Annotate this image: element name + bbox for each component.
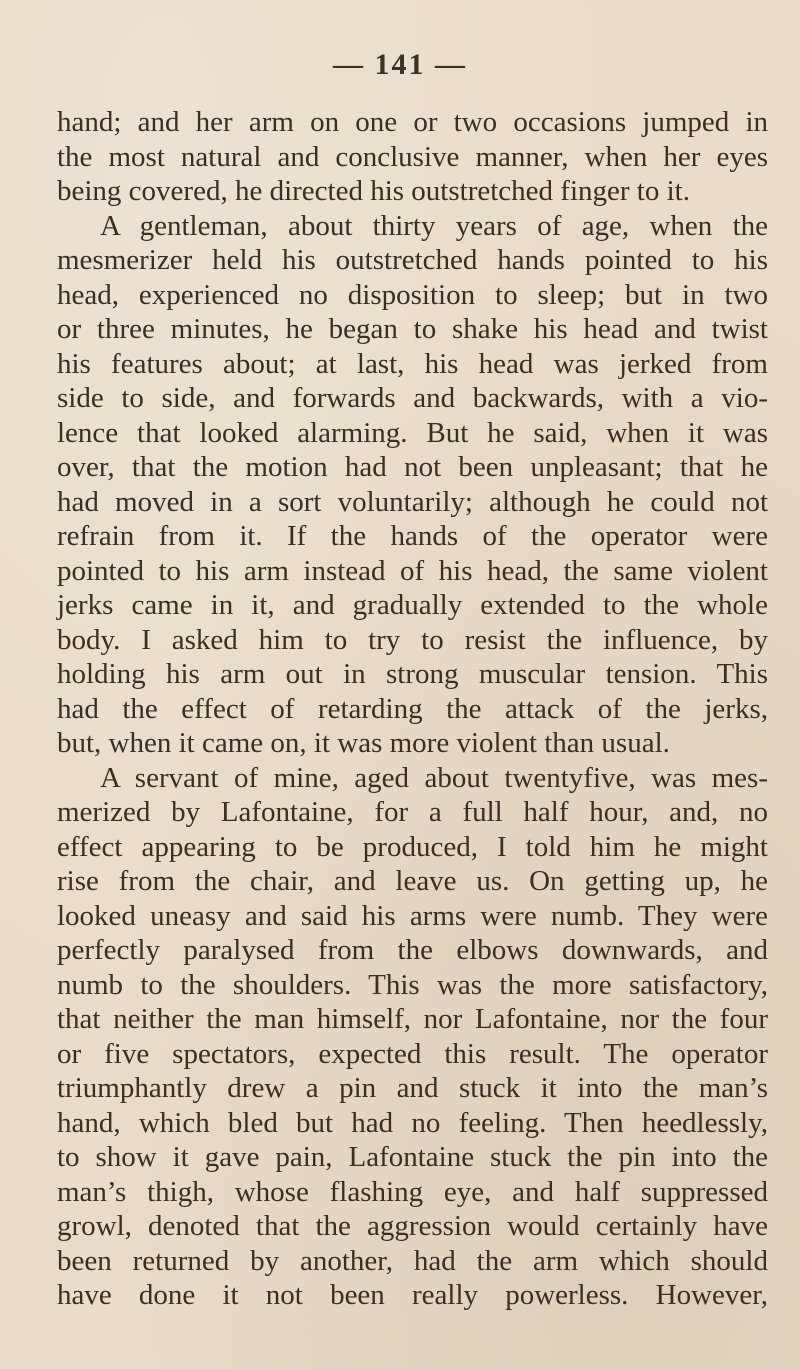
text-line: looked uneasy and said his arms were numb. They were xyxy=(57,899,768,932)
text-line: perfectly paralysed from the elbows downwards, and xyxy=(57,934,768,966)
text-line: head, experienced no disposition to sleep; but in two xyxy=(57,278,768,311)
text-line: holding his arm out in strong muscular tension. This xyxy=(57,658,768,690)
text-line: refrain from it. If the hands of the operator were xyxy=(57,520,768,552)
text-line: or five spectators, expected this result. The operator xyxy=(57,1037,768,1070)
text-line: to show it gave pain, Lafontaine stuck the pin into the xyxy=(57,1141,768,1173)
text-line: been returned by another, had the arm which should xyxy=(57,1244,768,1277)
text-line: jerks came in it, and gradually extended to the whole xyxy=(57,589,768,621)
text-line: had the effect of retarding the attack of the jerks, xyxy=(57,692,768,725)
text-line: side to side, and forwards and backwards, with a vio- xyxy=(57,382,768,414)
text-line: pointed to his arm instead of his head, the same violent xyxy=(57,554,768,587)
text-line: had moved in a sort voluntarily; although he could not xyxy=(57,485,768,518)
page-number: — 141 — xyxy=(333,48,467,81)
text-line: growl, denoted that the aggression would certainly have xyxy=(57,1210,768,1242)
text-line: rise from the chair, and leave us. On getting up, he xyxy=(57,865,768,897)
text-line: hand; and her arm on one or two occasions jumped in xyxy=(57,106,768,138)
text-line: his features about; at last, his head was jerked from xyxy=(57,347,768,380)
text-line: man’s thigh, whose flashing eye, and half suppressed xyxy=(57,1175,768,1208)
text-line: effect appearing to be produced, I told him he might xyxy=(57,830,768,863)
text-line: hand, which bled but had no feeling. Then heedlessly, xyxy=(57,1106,768,1139)
text-line: mesmerizer held his outstretched hands pointed to his xyxy=(57,244,768,276)
text-line: triumphantly drew a pin and stuck it into the man’s xyxy=(57,1072,768,1104)
text-line: that neither the man himself, nor Lafontaine, nor the four xyxy=(57,1003,768,1035)
text-line: lence that looked alarming. But he said, when it was xyxy=(57,416,768,449)
text-line: over, that the motion had not been unpleasant; that he xyxy=(57,451,768,483)
text-line: being covered, he directed his outstretched finger to it. xyxy=(57,175,690,207)
text-line: merized by Lafontaine, for a full half hour, and, no xyxy=(57,796,768,828)
text-line: have done it not been really powerless. However, xyxy=(57,1279,768,1311)
text-line: or three minutes, he began to shake his head and twist xyxy=(57,313,768,345)
text-line: A servant of mine, aged about twentyfive, was mes- xyxy=(100,761,768,794)
text-line: but, when it came on, it was more violent than usual. xyxy=(57,727,670,759)
text-line: body. I asked him to try to resist the influence, by xyxy=(57,623,768,656)
text-line: the most natural and conclusive manner, when her eyes xyxy=(57,140,768,173)
text-line: numb to the shoulders. This was the more satisfactory, xyxy=(57,968,768,1001)
text-line: A gentleman, about thirty years of age, when the xyxy=(100,209,768,242)
